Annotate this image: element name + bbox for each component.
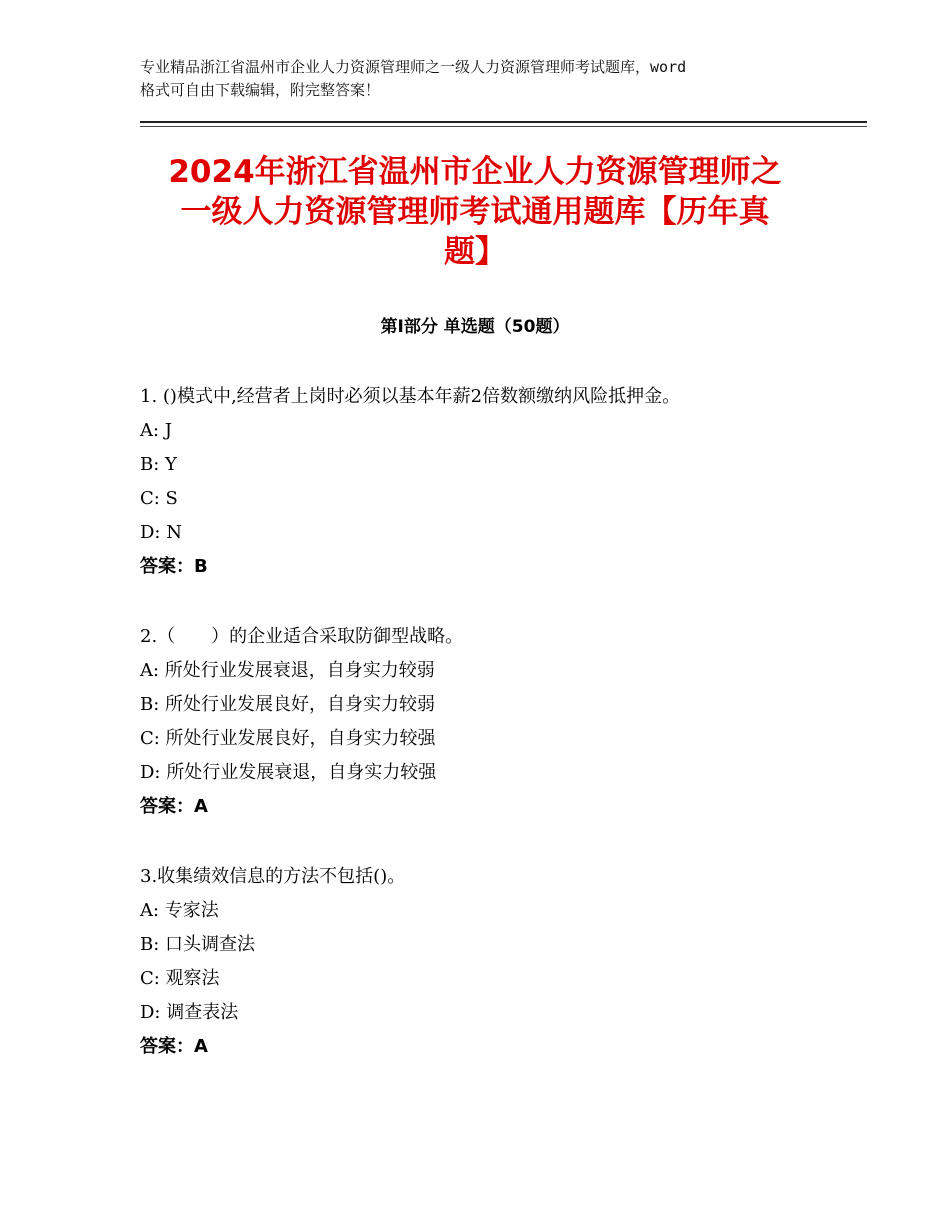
- question-list: [140, 380, 800, 1100]
- option-c: C: 所处行业发展良好，自身实力较强: [140, 728, 436, 749]
- header-rule-thin: [140, 126, 867, 127]
- header-note: [140, 56, 840, 102]
- option-b: B: Y: [140, 454, 177, 475]
- answer: 答案：A: [140, 1036, 208, 1057]
- question-1: [140, 380, 800, 584]
- title-line-3: 题】: [444, 234, 506, 270]
- title-line-2: 一级人力资源管理师考试通用题库【历年真: [180, 194, 770, 230]
- answer: 答案：B: [140, 556, 208, 577]
- option-b: B: 口头调查法: [140, 934, 256, 955]
- option-d: D: 调查表法: [140, 1002, 239, 1023]
- header-note-line-2: 格式可自由下载编辑，附完整答案！: [140, 81, 381, 99]
- option-a: A: 所处行业发展衰退，自身实力较弱: [140, 660, 435, 681]
- option-c: C: 观察法: [140, 968, 220, 989]
- answer: 答案：A: [140, 796, 208, 817]
- question-3: [140, 860, 800, 1064]
- option-b: B: 所处行业发展良好，自身实力较弱: [140, 694, 436, 715]
- document-title: [110, 152, 840, 272]
- question-2: [140, 620, 800, 824]
- question-text: 2.（ ）的企业适合采取防御型战略。: [140, 626, 464, 647]
- title-line-1: 2024年浙江省温州市企业人力资源管理师之: [168, 154, 782, 190]
- header-rule: [140, 121, 867, 123]
- section-heading: 第Ⅰ部分 单选题（50题）: [380, 317, 570, 337]
- option-a: A: J: [140, 420, 173, 441]
- option-d: D: 所处行业发展衰退，自身实力较强: [140, 762, 437, 783]
- option-c: C: S: [140, 488, 178, 509]
- question-text: 3.收集绩效信息的方法不包括()。: [140, 866, 406, 887]
- header-note-line-1: 专业精品浙江省温州市企业人力资源管理师之一级人力资源管理师考试题库，word: [140, 58, 687, 76]
- option-a: A: 专家法: [140, 900, 219, 921]
- question-text: 1. ()模式中,经营者上岗时必须以基本年薪2倍数额缴纳风险抵押金。: [140, 386, 681, 407]
- option-d: D: N: [140, 522, 182, 543]
